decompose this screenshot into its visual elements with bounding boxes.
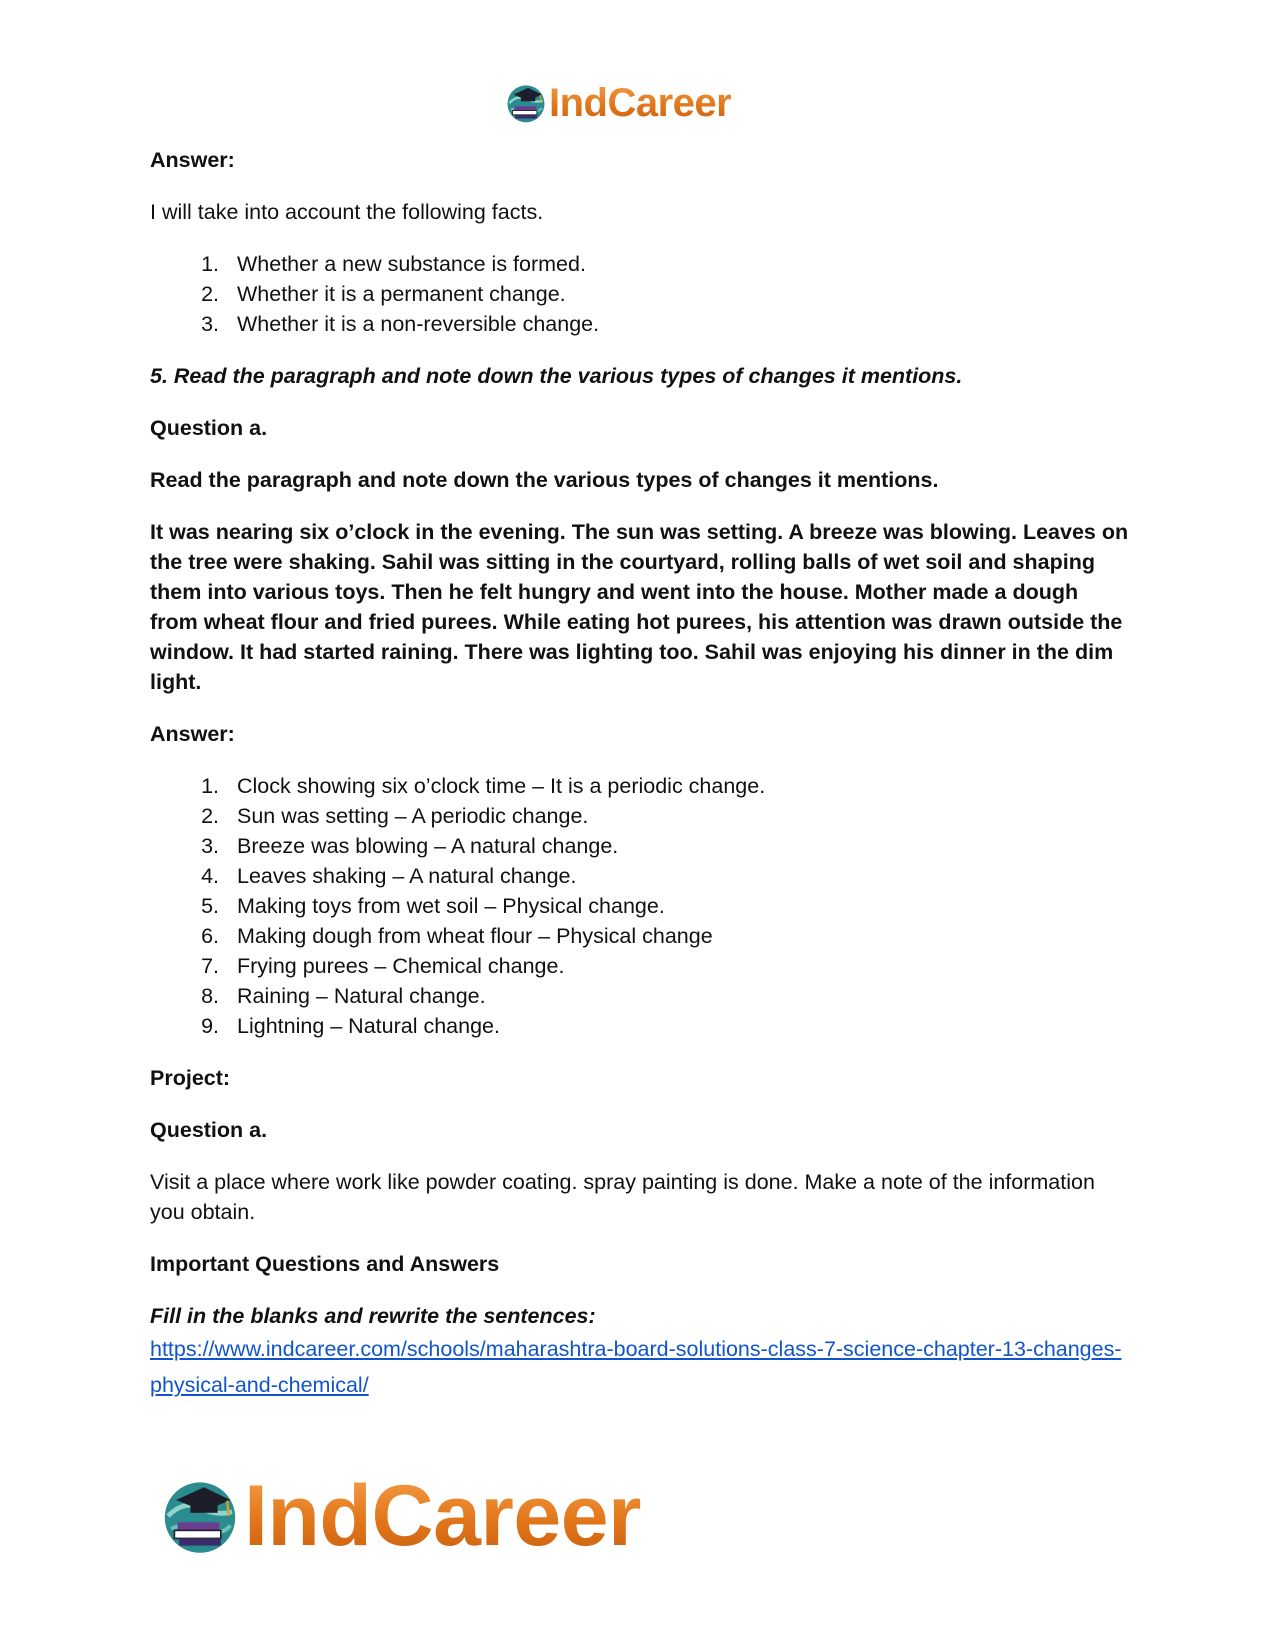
list-item: 8. Raining – Natural change. xyxy=(225,981,1130,1011)
list-item: 4. Leaves shaking – A natural change. xyxy=(225,861,1130,891)
question-paragraph: It was nearing six o’clock in the evening. The sun was setting. A breeze was blowing. Leaves on the tree were shaking. Sahil was sitting in the courtyard, rolling balls of wet soil and shaping them into various toys. Then he felt hungry and went into the house. Mother made a dough from wheat flour and fried purees. While eating hot purees, his attention was drawn outside the window. It had started raining. There was lighting too. Sahil was enjoying his dinner in the dim light. xyxy=(150,520,1129,694)
list-item: 5. Making toys from wet soil – Physical change. xyxy=(225,891,1130,921)
list-item: 2. Sun was setting – A periodic change. xyxy=(225,801,1130,831)
list-item: 3. Whether it is a non-reversible change. xyxy=(225,309,1130,339)
question-5-heading: 5. Read the paragraph and note down the various types of changes it mentions. xyxy=(150,364,963,388)
answer-label-2: Answer: xyxy=(150,722,235,746)
globe-graduation-cap-books-icon xyxy=(505,82,547,124)
header-logo-text: IndCareer xyxy=(549,81,732,125)
source-link[interactable]: https://www.indcareer.com/schools/maharashtra-board-solutions-class-7-science-chapter-13-changes-physical-and-chemical/ xyxy=(150,1337,1122,1397)
list-item: 2. Whether it is a permanent change. xyxy=(225,279,1130,309)
project-label: Project: xyxy=(150,1066,231,1090)
list-item: 1. Clock showing six o’clock time – It is a periodic change. xyxy=(225,771,1130,801)
facts-list xyxy=(150,249,1130,339)
list-item: 7. Frying purees – Chemical change. xyxy=(225,951,1130,981)
list-item: 6. Making dough from wheat flour – Physical change xyxy=(225,921,1130,951)
changes-list xyxy=(150,771,1130,1041)
answer-intro: I will take into account the following facts. xyxy=(150,200,544,224)
fill-blanks-heading: Fill in the blanks and rewrite the sentences: xyxy=(150,1304,596,1328)
footer-logo-text: IndCareer xyxy=(244,1468,641,1564)
project-text: Visit a place where work like powder coating. spray painting is done. Make a note of the information you obtain. xyxy=(150,1170,1095,1224)
header-logo xyxy=(505,80,731,126)
answer-label: Answer: xyxy=(150,148,235,172)
globe-graduation-cap-books-icon xyxy=(160,1476,240,1556)
project-question-label: Question a. xyxy=(150,1118,268,1142)
important-questions-heading: Important Questions and Answers xyxy=(150,1252,500,1276)
list-item: 1. Whether a new substance is formed. xyxy=(225,249,1130,279)
list-item: 3. Breeze was blowing – A natural change. xyxy=(225,831,1130,861)
question-a-text: Read the paragraph and note down the various types of changes it mentions. xyxy=(150,468,939,492)
footer-logo xyxy=(160,1470,641,1562)
main-content xyxy=(150,145,1130,1403)
list-item: 9. Lightning – Natural change. xyxy=(225,1011,1130,1041)
question-a-label: Question a. xyxy=(150,416,268,440)
